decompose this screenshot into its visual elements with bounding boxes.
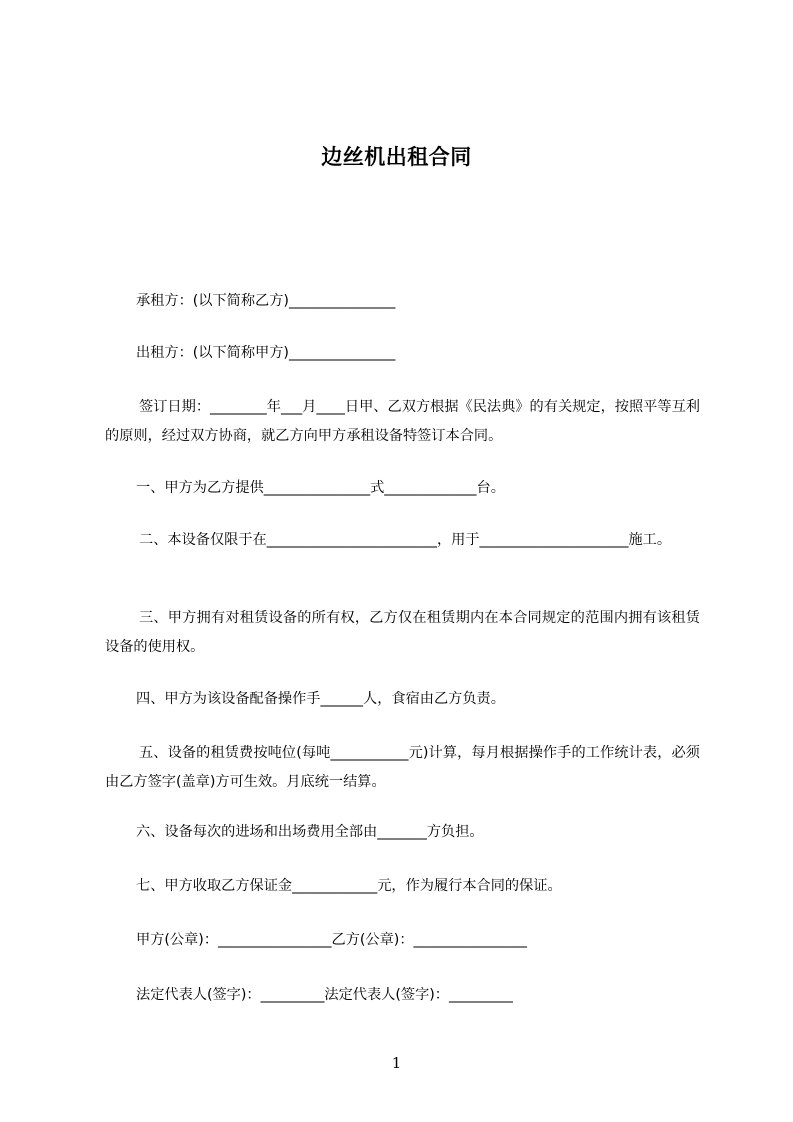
clause-1: 一、甲方为乙方提供_______________式_____________台。 — [136, 480, 505, 496]
document-title: 边丝机出租合同 — [321, 145, 472, 169]
lessor-line: 出租方：(以下简称甲方)_______________ — [136, 345, 396, 361]
clause-5: 五、设备的租赁费按吨位(每吨___________元)计算，每月根据操作手的工作统计表，必须由乙方签字(盖章)方可生效。月底统一结算。 — [105, 745, 700, 790]
lessee-line: 承租方：(以下简称乙方)_______________ — [136, 293, 396, 309]
preamble-paragraph: 签订日期：________年___月____日甲、乙双方根据《民法典》的有关规定，按照平等互利的原则，经过双方协商，就乙方向甲方承租设备特签订本合同。 — [105, 399, 700, 444]
clause-6: 六、设备每次的进场和出场费用全部由_______方负担。 — [136, 824, 484, 840]
clause-7: 七、甲方收取乙方保证金____________元，作为履行本合同的保证。 — [136, 878, 562, 894]
clause-4: 四、甲方为该设备配备操作手______人，食宿由乙方负责。 — [136, 691, 505, 707]
clause-2: 二、本设备仅限于在________________________，用于_____________________施工。 — [139, 532, 672, 548]
representative-line: 法定代表人(签字)：_________法定代表人(签字)：_________ — [136, 987, 513, 1003]
page-number: 1 — [391, 1054, 402, 1072]
clause-3: 三、甲方拥有对租赁设备的所有权，乙方仅在租赁期内在本合同规定的范围内拥有该租赁设备的使用权。 — [105, 610, 700, 655]
seal-line: 甲方(公章)：________________乙方(公章)：________________ — [136, 932, 528, 948]
